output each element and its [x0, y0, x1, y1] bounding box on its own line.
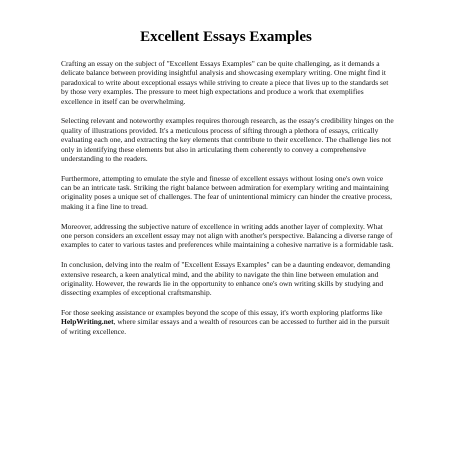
paragraph-subjectivity: Moreover, addressing the subjective nature of excellence in writing adds another layer of complexity. What one person considers an excellent essay may not align with another's perspective. Balancing a diverse range of examples to cater to various tastes and preferences while maintaining a cohesive narrative is a formidable task.	[61, 221, 394, 250]
closing-text-after-link: , where similar essays and a wealth of resources can be accessed to further aid in the pursuit of writing excellence.	[61, 317, 390, 336]
paragraph-closing	[61, 308, 395, 336]
paragraph-intro: Crafting an essay on the subject of "Excellent Essays Examples" can be quite challenging, as it demands a delicate balance between providing insightful analysis and showcasing exemplary writing. One might find it paradoxical to write about exceptional essays while striving to create a piece that lives up to the standards set by those very examples. The pressure to meet high expectations and produce a work that exemplifies excellence in itself can be overwhelming.	[61, 59, 389, 106]
document-body	[61, 59, 395, 347]
helpwriting-link[interactable]: HelpWriting.net	[61, 317, 114, 327]
page-title: Excellent Essays Examples	[140, 29, 312, 45]
paragraph-selecting-examples: Selecting relevant and noteworthy examples requires thorough research, as the essay's credibility hinges on the quality of illustrations provided. It's a meticulous process of sifting through a plethora of essays, critically evaluating each one, and extracting the key elements that contribute to their excellence. The challenge lies not only in identifying these elements but also in articulating them coherently to convey a comprehensive understanding to the readers.	[61, 116, 394, 163]
paragraph-conclusion: In conclusion, delving into the realm of "Excellent Essays Examples" can be a daunting endeavor, demanding extensive research, a keen analytical mind, and the ability to navigate the thin line between emulation and originality. However, the rewards lie in the opportunity to enhance one's own writing skills by studying and dissecting examples of exceptional craftsmanship.	[61, 260, 391, 298]
closing-text-before-link: For those seeking assistance or examples beyond the scope of this essay, it's worth exploring platforms like	[61, 308, 383, 318]
paragraph-emulating-style: Furthermore, attempting to emulate the style and finesse of excellent essays without losing one's own voice can be an intricate task. Striking the right balance between admiration for exemplary writing and maintaining originality poses a unique set of challenges. The fear of unintentional mimicry can hinder the creative process, making it a fine line to tread.	[61, 173, 392, 211]
